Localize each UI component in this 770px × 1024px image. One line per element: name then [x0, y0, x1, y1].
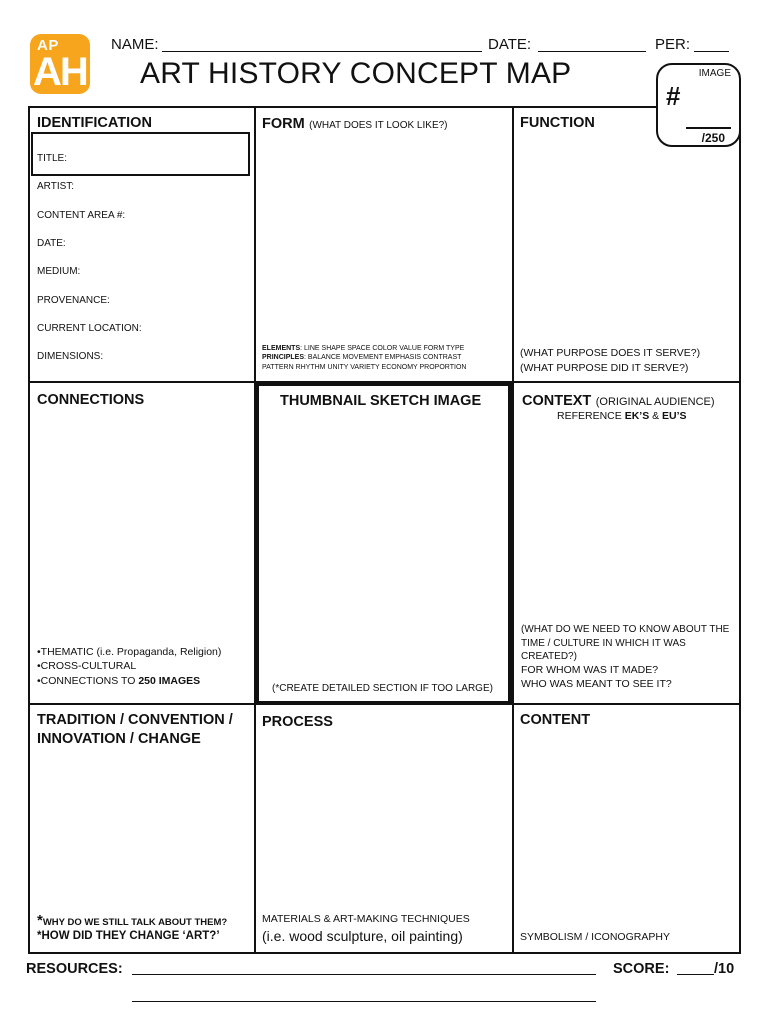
image-number-field[interactable] — [686, 127, 731, 129]
process-writing-area[interactable] — [256, 738, 510, 903]
form-principles-line2: PATTERN RHYTHM UNITY VARIETY ECONOMY PROPORTION — [262, 364, 467, 371]
principles-label: PRINCIPLES — [262, 354, 305, 361]
hash-sign: # — [666, 81, 681, 111]
ap-art-history-logo — [30, 34, 90, 94]
image-number-box[interactable] — [656, 63, 741, 147]
medium-label[interactable]: MEDIUM: — [37, 266, 81, 277]
process-example: (i.e. wood sculpture, oil painting) — [262, 928, 463, 944]
reference-amp: & — [649, 410, 663, 422]
reference-eus: EU’S — [662, 410, 687, 422]
form-principles-line — [262, 353, 461, 363]
resources-field-1[interactable] — [132, 974, 596, 975]
form-writing-area[interactable] — [256, 132, 510, 337]
resources-field-2[interactable] — [132, 1001, 596, 1002]
page-title: ART HISTORY CONCEPT MAP — [140, 57, 572, 90]
function-q2: (WHAT PURPOSE DID IT SERVE?) — [520, 362, 689, 374]
content-note: SYMBOLISM / ICONOGRAPHY — [520, 931, 670, 943]
form-header — [262, 115, 448, 133]
title-label: TITLE: — [37, 153, 68, 164]
connections-thematic: •THEMATIC (i.e. Propaganda, Religion) — [37, 646, 222, 658]
image-label: IMAGE — [698, 68, 731, 79]
thumbnail-sketch-area[interactable] — [255, 382, 512, 705]
resources-label: RESOURCES: — [26, 961, 123, 977]
context-q5: WHO WAS MEANT TO SEE IT? — [521, 678, 672, 690]
date-field[interactable] — [538, 51, 646, 52]
process-materials: MATERIALS & ART-MAKING TECHNIQUES — [262, 913, 470, 925]
period-label: PER: — [655, 36, 691, 53]
image-denominator: /250 — [701, 131, 725, 145]
score-label: SCORE: — [613, 961, 670, 977]
form-heading: FORM — [262, 116, 305, 132]
date-field-label[interactable]: DATE: — [37, 238, 66, 249]
elements-label: ELEMENTS — [262, 345, 301, 352]
period-field[interactable] — [694, 51, 729, 52]
function-q1: (WHAT PURPOSE DOES IT SERVE?) — [520, 347, 701, 359]
tradition-q1: WHY DO WE STILL TALK ABOUT THEM? — [42, 917, 228, 928]
current-location-label[interactable]: CURRENT LOCATION: — [37, 323, 142, 334]
logo-ap-text: AP — [37, 37, 59, 54]
form-subheading: (WHAT DOES IT LOOK LIKE?) — [309, 120, 448, 131]
score-field[interactable] — [677, 974, 714, 975]
dimensions-label[interactable]: DIMENSIONS: — [37, 351, 104, 362]
context-header — [522, 392, 715, 410]
context-writing-area[interactable] — [514, 430, 739, 615]
content-writing-area[interactable] — [514, 738, 739, 918]
tradition-heading-1: TRADITION / CONVENTION / — [37, 712, 233, 728]
provenance-label[interactable]: PROVENANCE: — [37, 295, 110, 306]
score-denominator: /10 — [714, 961, 735, 977]
elements-text: : LINE SHAPE SPACE COLOR VALUE FORM TYPE — [300, 345, 465, 352]
context-q1: (WHAT DO WE NEED TO KNOW ABOUT THE — [521, 624, 730, 635]
function-writing-area[interactable] — [514, 150, 739, 340]
identification-heading: IDENTIFICATION — [37, 115, 152, 131]
content-heading: CONTENT — [520, 712, 591, 728]
tradition-q2: *HOW DID THEY CHANGE ‘ART?’ — [37, 930, 220, 942]
tradition-heading-2: INNOVATION / CHANGE — [37, 731, 201, 747]
context-q2: TIME / CULTURE IN WHICH IT WAS — [521, 638, 686, 649]
connections-250-prefix: •CONNECTIONS TO — [37, 675, 139, 687]
context-reference — [557, 410, 687, 422]
connections-250-images — [37, 674, 200, 688]
thumbnail-note: (*CREATE DETAILED SECTION IF TOO LARGE) — [272, 683, 493, 694]
context-heading: CONTEXT — [522, 393, 592, 409]
artist-label[interactable]: ARTIST: — [37, 181, 75, 192]
context-subheading: (ORIGINAL AUDIENCE) — [595, 396, 715, 408]
reference-prefix: REFERENCE — [557, 410, 625, 422]
function-heading: FUNCTION — [520, 115, 595, 131]
reference-eks: EK’S — [624, 410, 650, 422]
connections-writing-area[interactable] — [30, 415, 252, 640]
tradition-q1-line — [37, 912, 227, 930]
context-q4: FOR WHOM WAS IT MADE? — [521, 664, 659, 676]
principles-text: : BALANCE MOVEMENT EMPHASIS CONTRAST — [304, 354, 462, 361]
tradition-writing-area[interactable] — [30, 752, 252, 902]
asterisk-mark: * — [37, 912, 43, 929]
connections-250-bold: 250 IMAGES — [138, 675, 201, 687]
process-heading: PROCESS — [262, 714, 333, 730]
logo-ah-text: AH — [33, 50, 87, 94]
name-field[interactable] — [162, 51, 482, 52]
connections-cross-cultural: •CROSS-CULTURAL — [37, 660, 137, 672]
content-area-label[interactable]: CONTENT AREA #: — [37, 210, 126, 221]
date-label: DATE: — [488, 36, 532, 53]
thumbnail-heading: THUMBNAIL SKETCH IMAGE — [280, 393, 482, 409]
connections-heading: CONNECTIONS — [37, 392, 145, 408]
name-label: NAME: — [111, 36, 159, 53]
context-q3: CREATED?) — [521, 651, 577, 662]
